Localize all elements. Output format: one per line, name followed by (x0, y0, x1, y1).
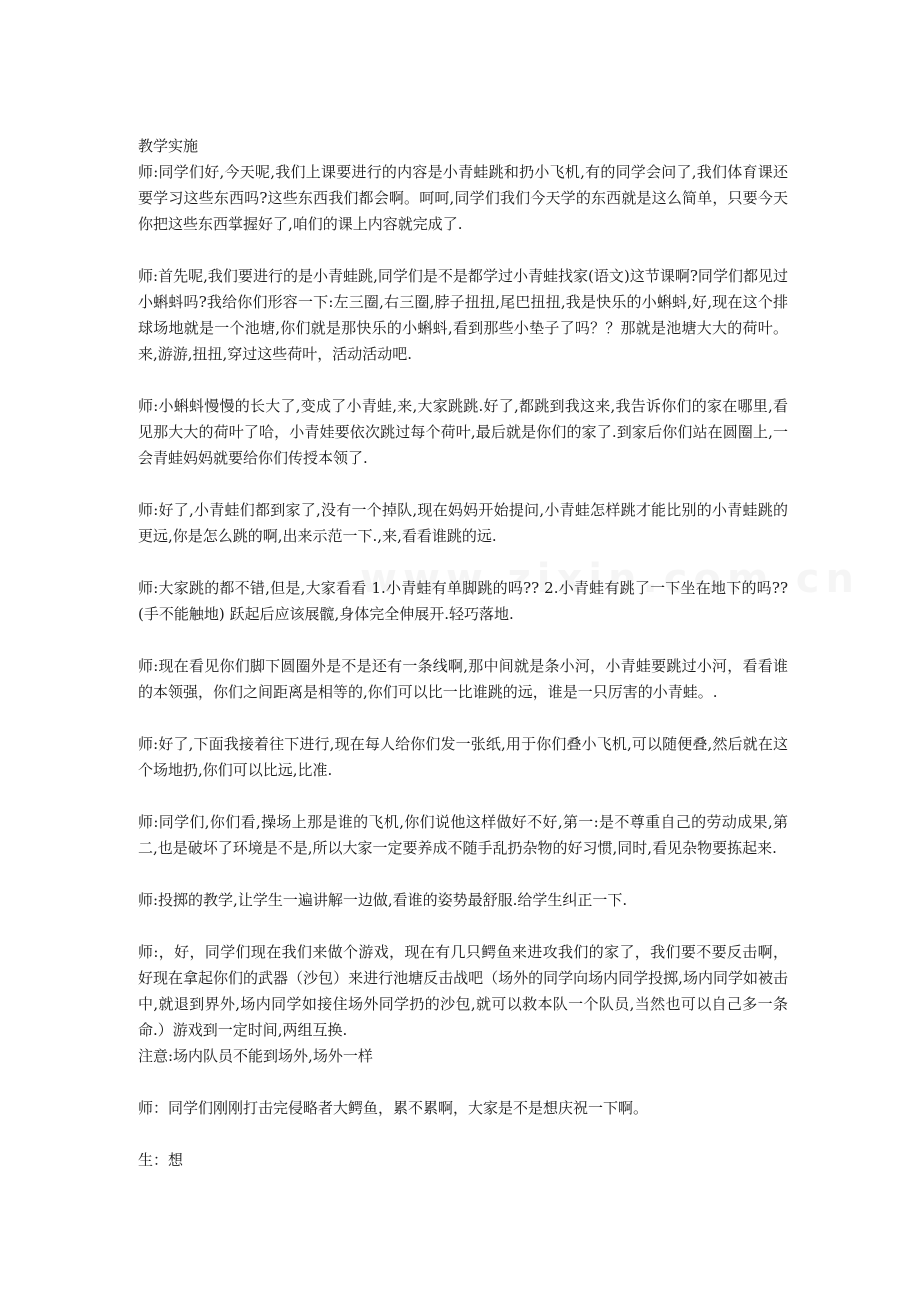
paragraph-3: 师:小蝌蚪慢慢的长大了,变成了小青蛙,来,大家跳跳.好了,都跳到我这来,我告诉你们的家在哪里,看见那大大的荷叶了哈，小青娃要依次跳过每个荷叶,最后就是你们的家了.到家后你们站在圆圈上,一会青蛙妈妈就要给你们传授本领了. (138, 397, 788, 467)
document-body (138, 133, 788, 1173)
paragraph-spacer (138, 627, 788, 653)
paragraph-spacer (138, 237, 788, 263)
paragraph-10: 师:，好，同学们现在我们来做个游戏，现在有几只鳄鱼来进攻我们的家了，我们要不要反击啊，好现在拿起你们的武器（沙包）来进行池塘反击战吧（场外的同学向场内同学投掷,场内同学如被击中,就退到界外,场内同学如接住场外同学扔的沙包,就可以救本队一个队员,当然也可以自己多一条命.）游戏到一定时间,两组互换. (138, 943, 788, 1039)
paragraph-spacer (138, 913, 788, 939)
paragraph-spacer (138, 861, 788, 887)
paragraph-spacer (138, 549, 788, 575)
paragraph-9: 师:投掷的教学,让学生一遍讲解一边做,看谁的姿势最舒服.给学生纠正一下. (138, 891, 628, 909)
paragraph-spacer (138, 367, 788, 393)
paragraph-13: 生：想 (138, 1151, 184, 1169)
paragraph-spacer (138, 1069, 788, 1095)
note-line: 注意:场内队员不能到场外,场外一样 (138, 1047, 373, 1065)
paragraph-12: 师：同学们刚刚打击完侵略者大鳄鱼，累不累啊，大家是不是想庆祝一下啊。 (138, 1099, 649, 1117)
paragraph-spacer (138, 471, 788, 497)
paragraph-spacer (138, 783, 788, 809)
paragraph-spacer (138, 705, 788, 731)
paragraph-spacer (138, 1121, 788, 1147)
section-heading: 教学实施 (138, 137, 199, 155)
paragraph-6: 师:现在看见你们脚下圆圈外是不是还有一条线啊,那中间就是条小河，小青蛙要跳过小河，看看谁的本领强，你们之间距离是相等的,你们可以比一比谁跳的远，谁是一只厉害的小青蛙。. (138, 657, 788, 701)
paragraph-2: 师:首先呢,我们要进行的是小青蛙跳,同学们是不是都学过小青蛙找家(语文)这节课啊?同学们都见过小蝌蚪吗?我给你们形容一下:左三圈,右三圈,脖子扭扭,尾巴扭扭,我是快乐的小蝌蚪,好,现在这个排球场地就是一个池塘,你们就是那快乐的小蝌蚪,看到那些小垫子了吗？？那就是池塘大大的荷叶。来,游游,扭扭,穿过这些荷叶，活动活动吧. (138, 267, 788, 363)
paragraph-5: 师:大家跳的都不错,但是,大家看看 1.小青蛙有单脚跳的吗?? 2.小青蛙有跳了一下坐在地下的吗??(手不能触地) 跃起后应该展髋,身体完全伸展开.轻巧落地. (138, 579, 788, 623)
paragraph-8: 师:同学们,你们看,操场上那是谁的飞机,你们说他这样做好不好,第一:是不尊重自己的劳动成果,第二,也是破坏了环境是不是,所以大家一定要养成不随手乱扔杂物的好习惯,同时,看见杂物要拣起来. (138, 813, 788, 857)
paragraph-4: 师:好了,小青蛙们都到家了,没有一个掉队,现在妈妈开始提问,小青蛙怎样跳才能比别的小青蛙跳的更远,你是怎么跳的啊,出来示范一下.,来,看看谁跳的远. (138, 501, 788, 545)
paragraph-7: 师:好了,下面我接着往下进行,现在每人给你们发一张纸,用于你们叠小飞机,可以随便叠,然后就在这个场地扔,你们可以比远,比准. (138, 735, 788, 779)
paragraph-1: 师:同学们好,今天呢,我们上课要进行的内容是小青蛙跳和扔小飞机,有的同学会问了,我们体育课还要学习这些东西吗?这些东西我们都会啊。呵呵,同学们我们今天学的东西就是这么简单，只要今天你把这些东西掌握好了,咱们的课上内容就完成了. (138, 163, 788, 233)
